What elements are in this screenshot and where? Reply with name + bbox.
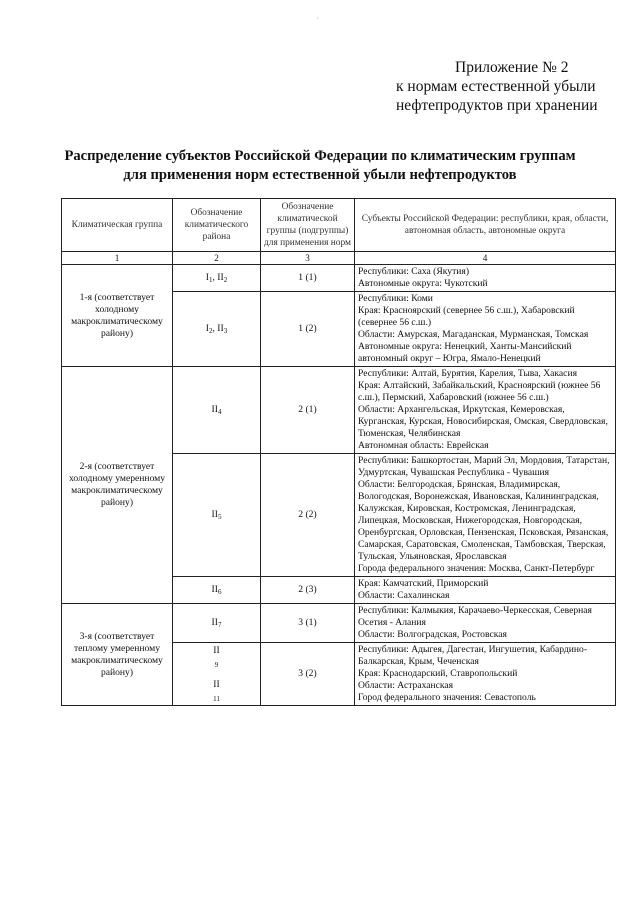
appendix-header bbox=[396, 58, 610, 115]
subjects-cell: Республики: Калмыкия, Карачаево-Черкесская, Северная Осетия - Алания Области: Волгоградская, Ростовская bbox=[355, 604, 616, 643]
title-line-1: Распределение субъектов Российской Федерации по климатическим группам bbox=[64, 148, 576, 164]
header-subjects: Субъекты Российской Федерации: республики, края, области, автономная область, автономные округа bbox=[355, 199, 616, 252]
subgroup-cell: 2 (1) bbox=[261, 367, 355, 454]
col-number: 3 bbox=[261, 252, 355, 265]
subjects-cell: Республики: Коми Края: Красноярский (севернее 56 с.ш.), Хабаровский (севернее 56 с.ш.) Области: Амурская, Магаданская, Мурманская, Томская Автономные округа: Ненецкий, Ханты-Мансийский автономный округ – Югра, Ямало-Ненецкий bbox=[355, 292, 616, 367]
climate-group-cell: 2-я (соответствует холодному умеренному макроклиматическому району) bbox=[62, 367, 173, 604]
subgroup-cell: 3 (2) bbox=[261, 643, 355, 706]
subjects-cell: Республики: Адыгея, Дагестан, Ингушетия, Кабардино-Балкарская, Крым, Чеченская Края: Краснодарский, Ставропольский Области: Астраханская Город федерального значения: Севастополь bbox=[355, 643, 616, 706]
subjects-cell: Республики: Башкортостан, Марий Эл, Мордовия, Татарстан, Удмуртская, Чувашская Республика - Чувашия Области: Белгородская, Брянская, Владимирская, Вологодская, Воронежская, Ивановская, Калининградская, Калужская, Кировская, Костромская, Ленинградская, Липецкая, Московская, Нижегородская, Новгородская, Оренбургская, Орловская, Пензенская, Псковская, Рязанская, Самарская, Саратовская, Смоленская, Тамбовская, Тверская, Тульская, Ульяновская, Ярославская Города федерального значения: Москва, Санкт-Петербург bbox=[355, 454, 616, 577]
region-cell: II $_9$ II $_{11}$ bbox=[173, 643, 261, 706]
column-number-row bbox=[62, 252, 616, 265]
scan-mark: · bbox=[316, 14, 319, 23]
col-number: 4 bbox=[355, 252, 616, 265]
climate-group-cell: 3-я (соответствует теплому умеренному макроклиматическому району) bbox=[62, 604, 173, 706]
document-title bbox=[40, 147, 600, 185]
subgroup-cell: 1 (2) bbox=[261, 292, 355, 367]
col-number: 2 bbox=[173, 252, 261, 265]
region-cell: $II_5$ bbox=[173, 454, 261, 577]
region-cell: $II_4$ bbox=[173, 367, 261, 454]
table-header-row bbox=[62, 199, 616, 252]
header-climate-group: Климатическая группа bbox=[62, 199, 173, 252]
subgroup-cell: 1 (1) bbox=[261, 265, 355, 292]
subgroup-cell: 2 (3) bbox=[261, 577, 355, 604]
table-row bbox=[62, 367, 616, 454]
col-number: 1 bbox=[62, 252, 173, 265]
region-cell: $I_1$, $II_2$ bbox=[173, 265, 261, 292]
header-climate-region: Обозначение климатического района bbox=[173, 199, 261, 252]
climate-groups-table bbox=[61, 198, 616, 706]
header-subgroup: Обозначение климатической группы (подгруппы) для применения норм bbox=[261, 199, 355, 252]
table-row bbox=[62, 265, 616, 292]
appendix-line-2: к нормам естественной убыли bbox=[396, 78, 596, 95]
appendix-line-1: Приложение № 2 bbox=[455, 59, 569, 76]
region-cell: $II_6$ bbox=[173, 577, 261, 604]
subgroup-cell: 3 (1) bbox=[261, 604, 355, 643]
subjects-cell: Республики: Саха (Якутия) Автономные округа: Чукотский bbox=[355, 265, 616, 292]
subjects-cell: Края: Камчатский, Приморский Области: Сахалинская bbox=[355, 577, 616, 604]
climate-group-cell: 1-я (соответствует холодному макроклиматическому району) bbox=[62, 265, 173, 367]
region-cell: $II_7$ bbox=[173, 604, 261, 643]
subjects-cell: Республики: Алтай, Бурятия, Карелия, Тыва, Хакасия Края: Алтайский, Забайкальский, Красноярский (южнее 56 с.ш.), Пермский, Хабаровский (южнее 56 с.ш.) Области: Архангельская, Иркутская, Кемеровская, Курганская, Курская, Новосибирская, Омская, Свердловская, Тюменская, Челябинская Автономная область: Еврейская bbox=[355, 367, 616, 454]
subgroup-cell: 2 (2) bbox=[261, 454, 355, 577]
title-line-2: для применения норм естественной убыли нефтепродуктов bbox=[123, 167, 517, 183]
appendix-line-3: нефтепродуктов при хранении bbox=[396, 97, 598, 114]
region-cell: $I_2$, $II_3$ bbox=[173, 292, 261, 367]
table-row bbox=[62, 604, 616, 643]
